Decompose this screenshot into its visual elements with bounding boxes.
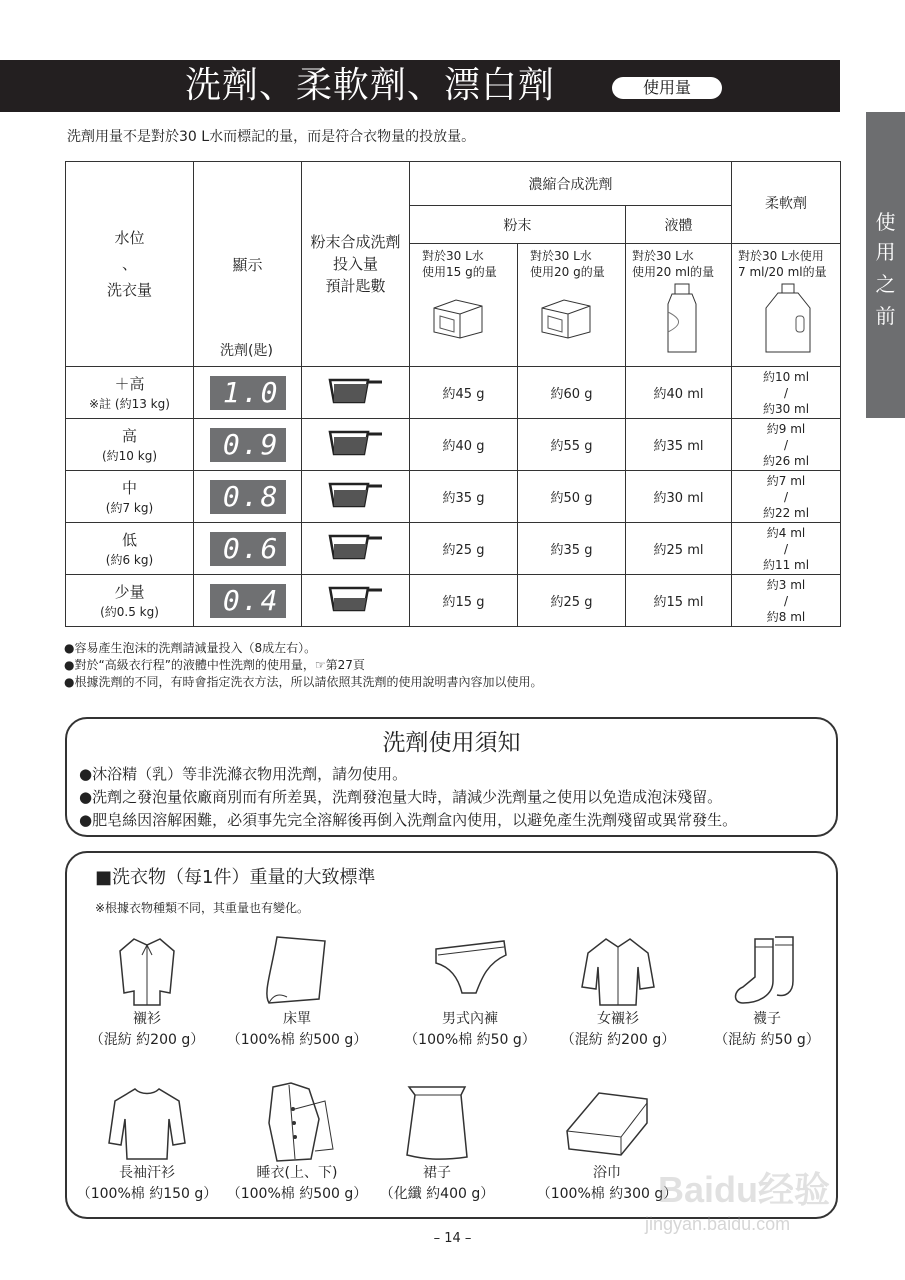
item-name: 睡衣(上、下) xyxy=(256,1165,338,1181)
powder-15g-cell: 約40 g xyxy=(410,419,518,471)
pajamas-icon xyxy=(255,1079,339,1163)
item-weight: （化纖 約400 g） xyxy=(379,1186,495,1202)
item-weight: （混紡 約200 g） xyxy=(560,1032,676,1048)
load-weight: ※註 (約13 kg) xyxy=(89,396,170,411)
header-display: 顯示 洗劑(匙) xyxy=(194,162,302,367)
water-level-cell xyxy=(66,367,194,419)
powder-20g-cell: 約25 g xyxy=(518,575,626,627)
watermark-logo: Baidu经验 xyxy=(658,1169,831,1210)
spoon-cell xyxy=(302,367,410,419)
softener-sep: / xyxy=(783,489,789,504)
header-powder-20g: 對於30 L水 使用20 g的量 xyxy=(518,244,626,367)
item-name: 男式內褲 xyxy=(442,1011,498,1027)
header-liquid: 液體 xyxy=(626,206,732,244)
display-cell xyxy=(194,419,302,471)
item-weight: （100%棉 約50 g） xyxy=(404,1032,536,1048)
load-weight: (約0.5 kg) xyxy=(100,604,159,619)
softener-cell xyxy=(732,575,841,627)
watermark-url: jingyan.baidu.com xyxy=(645,1214,791,1234)
item-weight: （100%棉 約500 g） xyxy=(226,1032,368,1048)
socks-icon xyxy=(729,933,805,1009)
table-row xyxy=(66,367,841,419)
laundry-item xyxy=(357,1079,517,1205)
softener-low: 約10 ml xyxy=(762,369,810,384)
header-powder-15g: 對於30 L水 使用15 g的量 xyxy=(410,244,518,367)
blouse-icon xyxy=(576,933,660,1009)
section-side-tab xyxy=(866,112,905,418)
measuring-spoon-icon xyxy=(326,376,386,406)
softener-low: 約4 ml xyxy=(766,525,806,540)
softener-low: 約7 ml xyxy=(766,473,806,488)
display-cell xyxy=(194,523,302,575)
item-name: 長袖汗衫 xyxy=(119,1165,175,1181)
powder-20g-cell: 約55 g xyxy=(518,419,626,471)
note-item: ●對於“高級衣行程”的液體中性洗劑的使用量，☞第27頁 xyxy=(64,658,365,672)
measuring-spoon-icon xyxy=(326,480,386,510)
header-display-sub: 洗劑(匙) xyxy=(220,343,273,359)
powder-box-icon xyxy=(428,294,488,340)
water-level: 中 xyxy=(121,478,137,497)
item-name: 襪子 xyxy=(753,1011,781,1027)
detergent-notice-box xyxy=(65,717,838,837)
item-weight: （100%棉 約150 g） xyxy=(76,1186,218,1202)
powder-20g-cell: 約50 g xyxy=(518,471,626,523)
header-powder-spoon: 粉末合成洗劑 投入量 預計匙數 xyxy=(302,162,410,367)
softener-high: 約30 ml xyxy=(762,401,810,416)
softener-sep: / xyxy=(783,437,789,452)
load-weight: (約6 kg) xyxy=(105,552,154,567)
liquid-cell: 約30 ml xyxy=(626,471,732,523)
segment-display: 0.6 xyxy=(210,532,286,566)
water-level: 少量 xyxy=(114,582,145,601)
table-row xyxy=(66,523,841,575)
header-liquid-20ml: 對於30 L水 使用20 ml的量 xyxy=(626,244,732,367)
notice-item: ●沐浴精（乳）等非洗滌衣物用洗劑，請勿使用。 xyxy=(79,765,408,783)
longsleeve-icon xyxy=(105,1079,189,1163)
item-weight: （100%棉 約300 g） xyxy=(536,1186,678,1202)
laundry-item xyxy=(390,933,550,1051)
header-powder: 粉末 xyxy=(410,206,626,244)
water-level-cell xyxy=(66,419,194,471)
powder-20g-cell: 約35 g xyxy=(518,523,626,575)
laundry-item xyxy=(217,1079,377,1205)
water-level: ＋高 xyxy=(114,374,145,393)
softener-cell xyxy=(732,367,841,419)
table-row xyxy=(66,575,841,627)
softener-cell xyxy=(732,419,841,471)
softener-bottle-icon xyxy=(760,282,816,356)
side-tab-char: 使 xyxy=(875,210,896,234)
spoon-cell xyxy=(302,471,410,523)
bedsheet-icon xyxy=(259,933,335,1009)
item-name: 女襯衫 xyxy=(597,1011,639,1027)
water-level: 低 xyxy=(121,530,137,549)
liquid-cell: 約25 ml xyxy=(626,523,732,575)
skirt-icon xyxy=(399,1079,475,1163)
page-number: – 14 – xyxy=(433,1231,472,1246)
softener-high: 約8 ml xyxy=(766,609,806,624)
display-cell xyxy=(194,575,302,627)
side-tab-char: 前 xyxy=(875,304,896,328)
segment-display: 0.4 xyxy=(210,584,286,618)
liquid-bottle-icon xyxy=(660,282,704,356)
measuring-spoon-icon xyxy=(326,532,386,562)
header-softener: 柔軟劑 xyxy=(732,162,841,244)
detergent-amount-table xyxy=(65,161,841,367)
softener-cell xyxy=(732,523,841,575)
segment-display: 1.0 xyxy=(210,376,286,410)
laundry-item xyxy=(217,933,377,1051)
powder-15g-cell: 約25 g xyxy=(410,523,518,575)
measuring-spoon-icon xyxy=(326,584,386,614)
watermark xyxy=(640,1150,890,1260)
header-softener-amount: 對於30 L水使用 7 ml/20 ml的量 xyxy=(732,244,841,367)
item-name: 浴巾 xyxy=(593,1165,621,1181)
notice-item: ●肥皂絲因溶解困難，必須事先完全溶解後再倒入洗劑盒內使用，以避免產生洗劑殘留或異常發生。 xyxy=(79,811,738,829)
softener-sep: / xyxy=(783,385,789,400)
powder-15g-cell: 約15 g xyxy=(410,575,518,627)
liquid-cell: 約40 ml xyxy=(626,367,732,419)
item-name: 床單 xyxy=(283,1011,311,1027)
notice-item: ●洗劑之發泡量依廠商別而有所差異，洗劑發泡量大時，請減少洗劑量之使用以免造成泡沫殘留。 xyxy=(79,788,723,806)
water-level-cell xyxy=(66,523,194,575)
powder-20g-cell: 約60 g xyxy=(518,367,626,419)
softener-sep: / xyxy=(783,541,789,556)
notes-list xyxy=(64,640,542,691)
briefs-icon xyxy=(428,933,512,1009)
softener-low: 約9 ml xyxy=(766,421,806,436)
laundry-item xyxy=(67,933,227,1051)
title-bar xyxy=(0,60,840,112)
table-row xyxy=(66,471,841,523)
laundry-item xyxy=(687,933,847,1051)
powder-box-icon xyxy=(536,294,596,340)
load-weight: (約7 kg) xyxy=(105,500,154,515)
softener-low: 約3 ml xyxy=(766,577,806,592)
segment-display: 0.9 xyxy=(210,428,286,462)
softener-sep: / xyxy=(783,593,789,608)
header-water-level: 水位 、 洗衣量 xyxy=(66,162,194,367)
laundry-item xyxy=(538,933,698,1051)
softener-high: 約26 ml xyxy=(762,453,810,468)
spoon-cell xyxy=(302,575,410,627)
notice-title: 洗劑使用須知 xyxy=(382,730,521,756)
weight-subtitle: ※根據衣物種類不同，其重量也有變化。 xyxy=(95,901,310,915)
item-name: 襯衫 xyxy=(133,1011,161,1027)
item-name: 裙子 xyxy=(423,1165,451,1181)
note-item: ●容易產生泡沫的洗劑請減量投入（8成左右）。 xyxy=(64,641,317,655)
water-level-cell xyxy=(66,471,194,523)
display-cell xyxy=(194,367,302,419)
softener-cell xyxy=(732,471,841,523)
softener-high: 約11 ml xyxy=(762,557,810,572)
softener-high: 約22 ml xyxy=(762,505,810,520)
display-cell xyxy=(194,471,302,523)
powder-15g-cell: 約45 g xyxy=(410,367,518,419)
page-title: 洗劑、柔軟劑、漂白劑 xyxy=(185,65,556,106)
header-concentrated: 濃縮合成洗劑 xyxy=(410,162,732,206)
usage-badge: 使用量 xyxy=(612,77,722,99)
side-tab-char: 用 xyxy=(875,240,896,264)
table-row xyxy=(66,419,841,471)
item-weight: （100%棉 約500 g） xyxy=(226,1186,368,1202)
powder-15g-cell: 約35 g xyxy=(410,471,518,523)
item-weight: （混紡 約200 g） xyxy=(89,1032,205,1048)
liquid-cell: 約35 ml xyxy=(626,419,732,471)
spoon-cell xyxy=(302,419,410,471)
weight-title: ■洗衣物（每1件）重量的大致標準 xyxy=(95,867,376,888)
side-tab-char: 之 xyxy=(875,272,896,296)
load-weight: (約10 kg) xyxy=(101,448,157,463)
shirt-icon xyxy=(112,933,182,1009)
spoon-cell xyxy=(302,523,410,575)
water-level-cell xyxy=(66,575,194,627)
item-weight: （混紡 約50 g） xyxy=(714,1032,820,1048)
segment-display: 0.8 xyxy=(210,480,286,514)
detergent-rows xyxy=(65,366,841,627)
laundry-item xyxy=(67,1079,227,1205)
liquid-cell: 約15 ml xyxy=(626,575,732,627)
intro-text: 洗劑用量不是對於30 L水而標記的量，而是符合衣物量的投放量。 xyxy=(67,129,476,145)
water-level: 高 xyxy=(121,426,137,445)
measuring-spoon-icon xyxy=(326,428,386,458)
note-item: ●根據洗劑的不同，有時會指定洗衣方法，所以請依照其洗劑的使用說明書內容加以使用。 xyxy=(64,675,543,689)
